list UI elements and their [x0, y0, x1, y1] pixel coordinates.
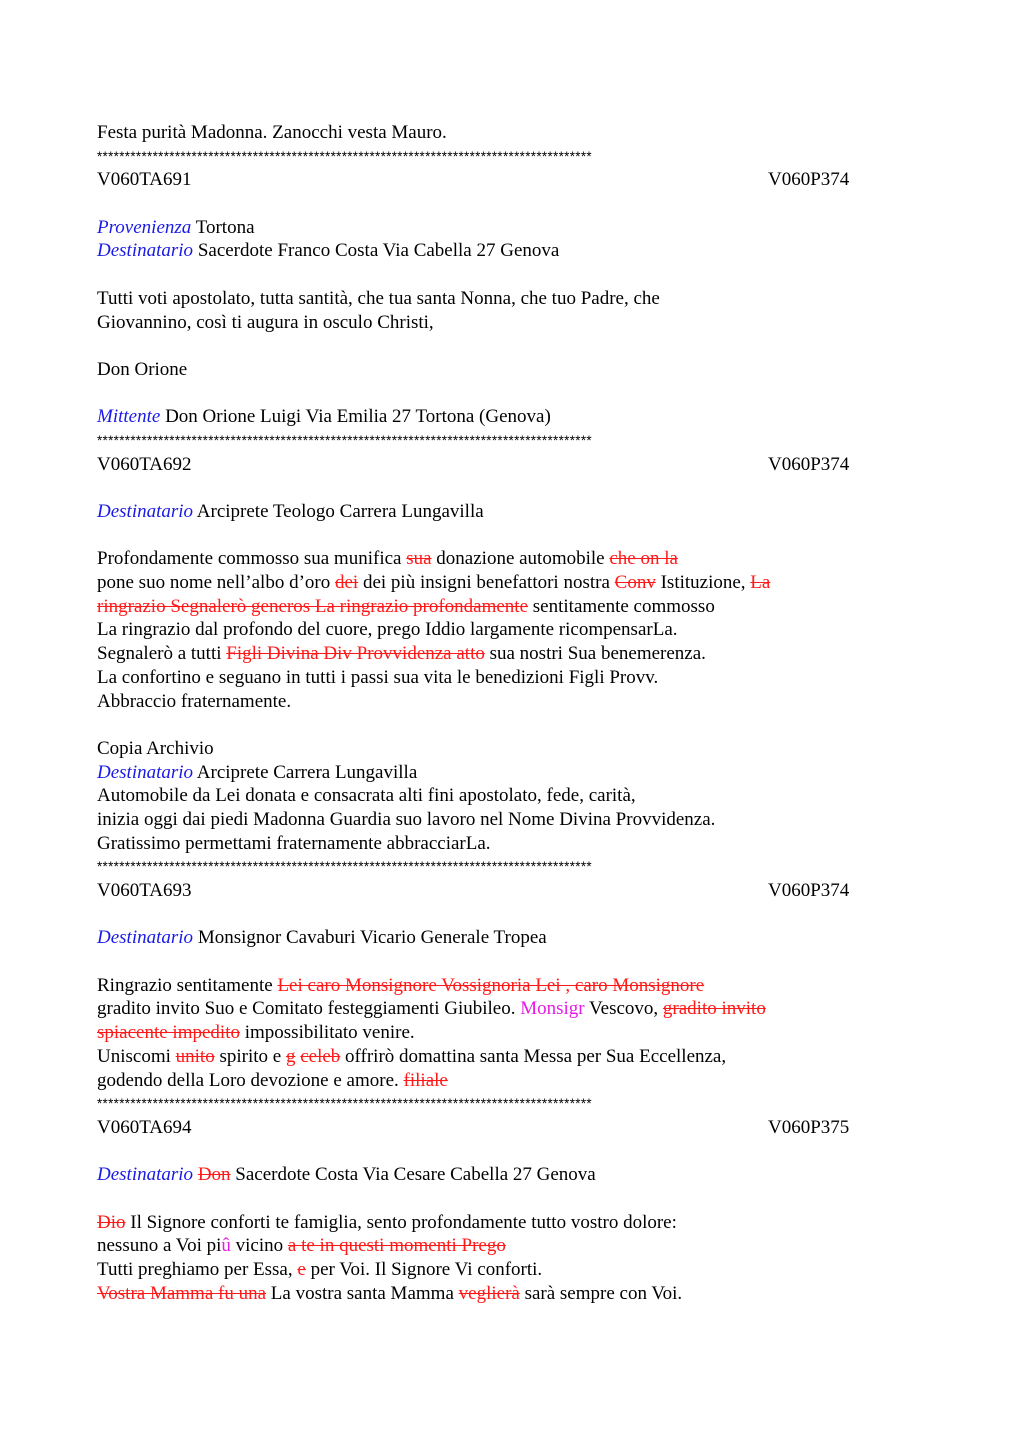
body-line: pone suo nome nell’albo d’oro dei dei più insigni benefattori nostra Conv Istituzione, La [97, 572, 771, 594]
separator: ***************************************************************************************** [97, 148, 592, 164]
body-line: Giovannino, così ti augura in osculo Christi, [97, 311, 434, 333]
body-line: inizia oggi dai piedi Madonna Guardia suo lavoro nel Nome Divina Provvidenza. [97, 808, 716, 830]
body-line: Dio Il Signore conforti te famiglia, sento profondamente tutto vostro dolore: [97, 1211, 677, 1233]
deleted-text: e [297, 1259, 306, 1280]
entry-ref: V060P374 [768, 453, 850, 475]
body-line: La ringrazio dal profondo del cuore, prego Iddio largamente ricompensarLa. [97, 619, 678, 641]
entry-header [97, 453, 927, 477]
inserted-text: û [221, 1235, 231, 1257]
entry-id: V060TA693 [97, 880, 192, 901]
deleted-text: Vostra Mamma fu una [97, 1282, 267, 1304]
separator: ***************************************************************************************** [97, 432, 592, 448]
body-line: Tutti preghiamo per Essa, e per Voi. Il Signore Vi conforti. [97, 1259, 543, 1280]
destinatario-line: Destinatario Sacerdote Franco Costa Via Cabella 27 Genova [97, 240, 560, 262]
entry-id: V060TA694 [97, 1116, 192, 1138]
destinatario-label: Destinatario [97, 927, 194, 949]
provenienza-label: Provenienza [97, 216, 192, 238]
deleted-text: gradito invito [662, 998, 766, 1020]
body-line: Segnalerò a tutti Figli Divina Div Provvidenza atto sua nostri Sua benemerenza. [97, 643, 706, 665]
destinatario-line: Destinatario Arciprete Carrera Lungavilla [97, 761, 418, 783]
deleted-text: g [285, 1045, 296, 1067]
entry-ref: V060P374 [768, 880, 850, 901]
body-line: ringrazio Segnalerò generos La ringrazio profondamente sentitamente commosso [97, 595, 715, 617]
body-line: nessuno a Voi piû vicino a te in questi momenti Prego [97, 1235, 506, 1257]
body-line: Abbraccio fraternamente. [97, 690, 292, 712]
deleted-text: Lei caro Monsignore Vossignoria Lei , caro Monsignore [277, 974, 705, 996]
separator: ***************************************************************************************** [97, 859, 592, 875]
document-page [97, 121, 927, 1305]
body-line: Tutti voti apostolato, tutta santità, che tua santa Nonna, che tuo Padre, che [97, 287, 660, 309]
entry-header [97, 168, 927, 192]
entry-id: V060TA691 [97, 169, 192, 191]
signature: Don Orione [97, 358, 188, 380]
body-line: Profondamente commosso sua munifica sua donazione automobile che on la [97, 548, 678, 570]
copia-archivio: Copia Archivio [97, 737, 214, 759]
destinatario-label: Destinatario [97, 761, 194, 783]
deleted-text: celeb [300, 1045, 341, 1067]
deleted-text: che on la [609, 548, 678, 570]
body-line: Automobile da Lei donata e consacrata alti fini apostolato, fede, carità, [97, 785, 636, 807]
destinatario-label: Destinatario [97, 501, 194, 522]
entry-header [97, 879, 927, 903]
mittente-label: Mittente [97, 406, 161, 428]
destinatario-label: Destinatario [97, 1164, 194, 1186]
body-line: Vostra Mamma fu una La vostra santa Mamma veglierà sarà sempre con Voi. [97, 1282, 683, 1304]
deleted-text: filiale [403, 1069, 448, 1091]
mittente-line: Mittente Don Orione Luigi Via Emilia 27 Tortona (Genova) [97, 406, 551, 428]
deleted-text: ringrazio Segnalerò generos La ringrazio profondamente [97, 595, 529, 617]
inserted-text: Monsigr [520, 998, 585, 1020]
deleted-text: Conv [614, 572, 656, 594]
deleted-text: Figli Divina Div Provvidenza atto [226, 643, 485, 665]
entry-header [97, 1116, 927, 1140]
separator: ***************************************************************************************** [97, 1096, 592, 1112]
deleted-text: sua [406, 548, 432, 570]
body-line: spiacente impedito impossibilitato venire. [97, 1022, 415, 1044]
deleted-text: Dio [97, 1211, 126, 1233]
entry-ref: V060P375 [768, 1116, 850, 1138]
body-line: Ringrazio sentitamente Lei caro Monsignore Vossignoria Lei , caro Monsignore [97, 974, 705, 996]
deleted-text: veglierà [458, 1282, 520, 1304]
entry-id: V060TA692 [97, 453, 192, 475]
body-line: Gratissimo permettami fraternamente abbracciarLa. [97, 832, 491, 854]
body-line: gradito invito Suo e Comitato festeggiamenti Giubileo. Monsigr Vescovo, gradito invito [97, 998, 766, 1020]
provenienza-line: Provenienza Tortona [97, 216, 255, 238]
intro-line: Festa purità Madonna. Zanocchi vesta Mauro. [97, 122, 447, 143]
deleted-text: a te in questi momenti Prego [287, 1235, 506, 1257]
deleted-text: La [750, 572, 771, 594]
deleted-text: dei [334, 572, 359, 594]
deleted-text: Don [197, 1164, 231, 1186]
deleted-text: spiacente impedito [97, 1022, 240, 1044]
body-line: La confortino e seguano in tutti i passi sua vita le benedizioni Figli Provv. [97, 666, 659, 688]
destinatario-label: Destinatario [97, 240, 194, 262]
body-line: Uniscomi unito spirito e g celeb offrirò domattina santa Messa per Sua Eccellenza, [97, 1045, 727, 1067]
entry-ref: V060P374 [768, 169, 850, 191]
destinatario-line: Destinatario Don Sacerdote Costa Via Cesare Cabella 27 Genova [97, 1164, 596, 1186]
deleted-text: unito [175, 1045, 215, 1067]
destinatario-line: Destinatario Arciprete Teologo Carrera Lungavilla [97, 501, 484, 522]
body-line: godendo della Loro devozione e amore. filiale [97, 1069, 448, 1091]
destinatario-line: Destinatario Monsignor Cavaburi Vicario Generale Tropea [97, 927, 547, 949]
